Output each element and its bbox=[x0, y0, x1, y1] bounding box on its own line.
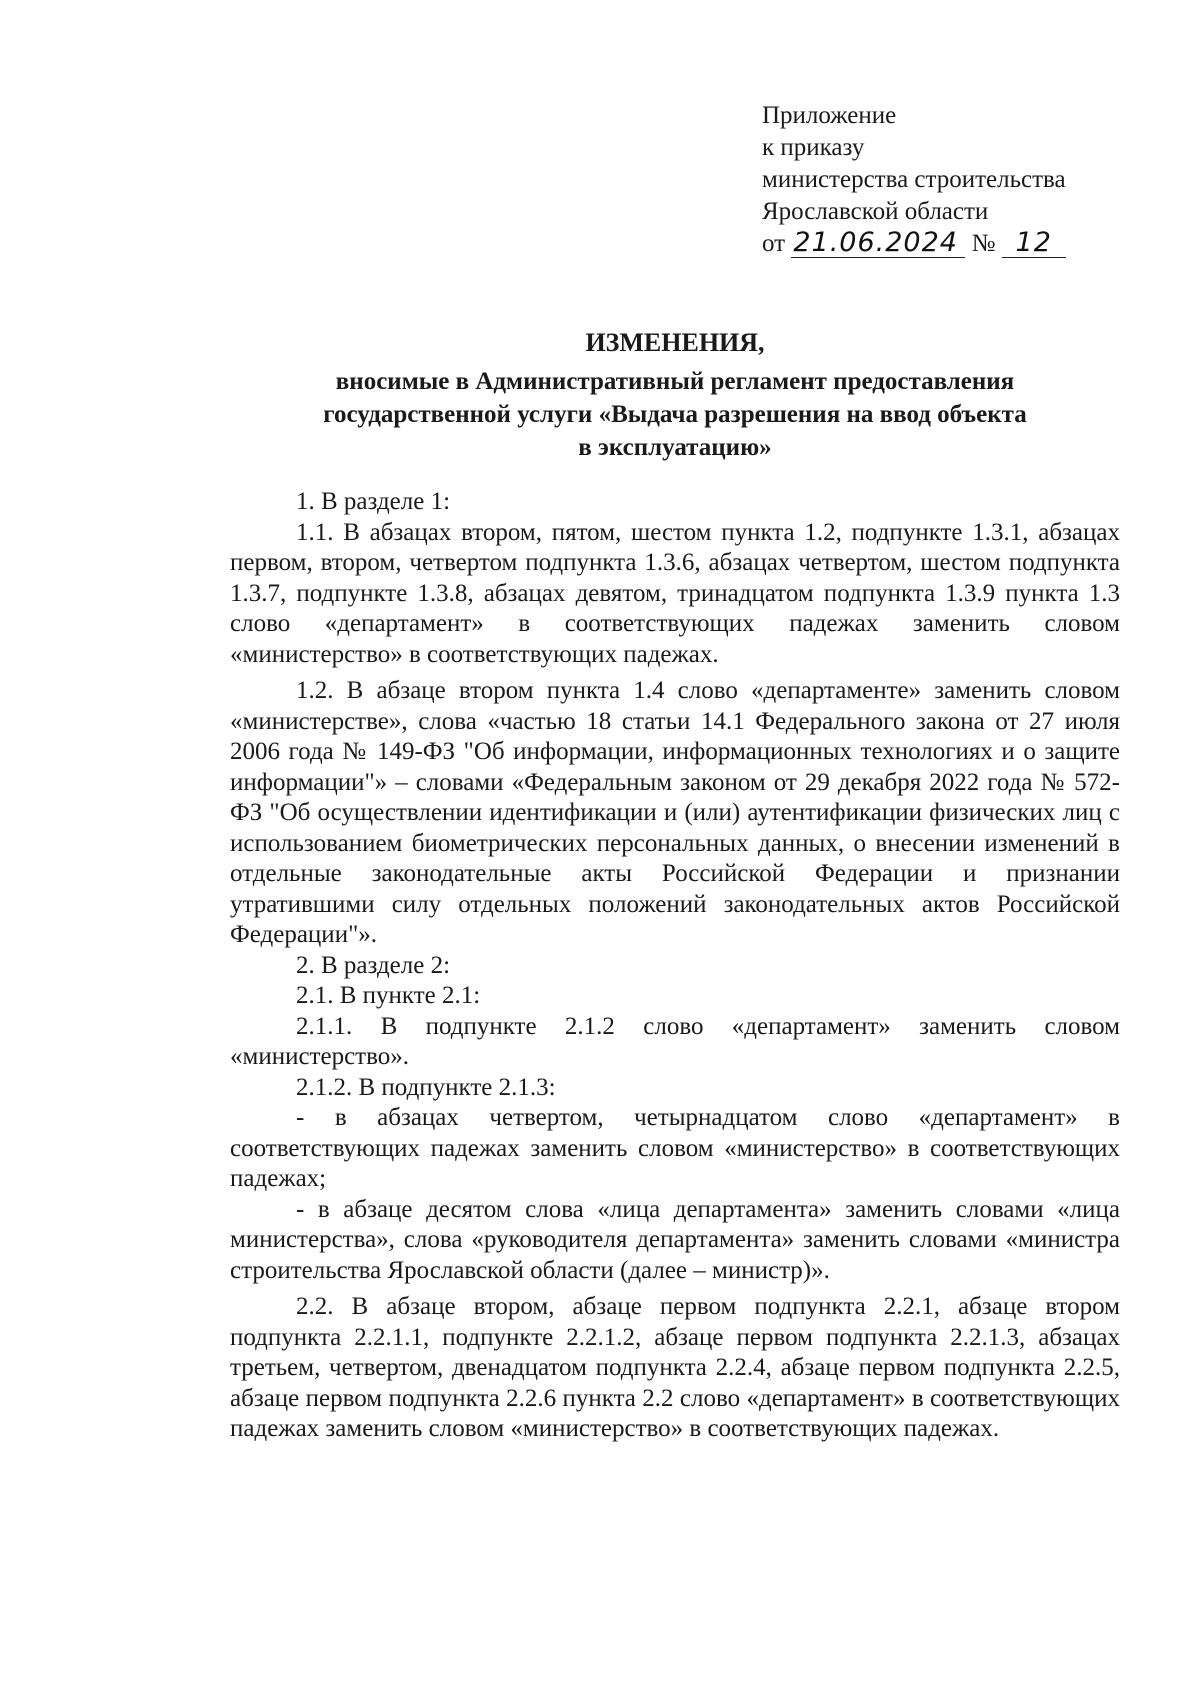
number-sign: № bbox=[971, 230, 996, 257]
paragraph: - в абзацах четвертом, четырнадцатом слово «департамент» в соответствующих падежах заменить словом «министерство» в соответствующих падежах; bbox=[230, 1104, 1120, 1192]
paragraph: 1.1. В абзацах втором, пятом, шестом пункта 1.2, подпункте 1.3.1, абзацах первом, втором, четвертом подпункта 1.3.6, абзацах четвертом, шестом подпункта 1.3.7, подпункте 1.3.8, абзацах девятом, тринадцатом подпункта 1.3.9 пункта 1.3 слово «департамент» в соответствующих падежах заменить словом «министерство» в соответствующих падежах. bbox=[230, 518, 1120, 668]
paragraph: 2.1. В пункте 2.1: bbox=[296, 982, 481, 1009]
paragraph: 2.1.1. В подпункте 2.1.2 слово «департамент» заменить словом «министерство». bbox=[230, 1012, 1120, 1070]
paragraph: - в абзаце десятом слова «лица департамента» заменить словами «лица министерства», слова «руководителя департамента» заменить словами «министра строительства Ярославской области (далее – министр)». bbox=[230, 1195, 1120, 1284]
title-subline: государственной услуги «Выдача разрешения на ввод объекта bbox=[323, 401, 1027, 428]
title-subline: вносимые в Административный регламент предоставления bbox=[335, 368, 1015, 395]
title-main: ИЗМЕНЕНИЯ, bbox=[585, 328, 765, 357]
appendix-line: к приказу bbox=[762, 134, 865, 161]
paragraph: 1.2. В абзаце втором пункта 1.4 слово «департаменте» заменить словом «министерстве», слова «частью 18 статьи 14.1 Федерального закона от 27 июля 2006 года № 149-ФЗ "Об информации, информационных технологиях и о защите информации"» – словами «Федеральным законом от 29 декабря 2022 года № 572-ФЗ "Об осуществлении идентификации и (или) аутентификации физических лиц с использованием биометрических персональных данных, о внесении изменений в отдельные законодательные акты Российской Федерации и признании утратившими силу отдельных положений законодательных актов Российской Федерации"». bbox=[230, 677, 1120, 948]
appendix-line: Приложение bbox=[762, 102, 897, 129]
paragraph: 1. В разделе 1: bbox=[296, 488, 451, 515]
order-date-line bbox=[762, 228, 1142, 260]
paragraph: 2.2. В абзаце втором, абзаце первом подпункта 2.2.1, абзаце втором подпункта 2.2.1.1, подпункте 2.2.1.2, абзаце первом подпункта 2.2.1.3, абзацах третьем, четвертом, двенадцатом подпункта 2.2.4, абзаце первом подпункта 2.2.5, абзаце первом подпункта 2.2.6 пункта 2.2 слово «департамент» в соответствующих падежах заменить словом «министерство» в соответствующих падежах. bbox=[230, 1293, 1120, 1442]
title-subline: в эксплуатацию» bbox=[578, 434, 772, 461]
handwritten-number: 12 bbox=[1002, 229, 1066, 258]
paragraph: 2. В разделе 2: bbox=[296, 951, 451, 979]
paragraph: 2.1.2. В подпункте 2.1.3: bbox=[296, 1073, 556, 1101]
appendix-line: Ярославской области bbox=[762, 198, 989, 225]
appendix-header bbox=[762, 100, 1142, 260]
date-prefix: от bbox=[762, 230, 786, 257]
document-title bbox=[230, 326, 1120, 464]
appendix-line: министерства строительства bbox=[762, 166, 1066, 193]
document-body bbox=[230, 487, 1120, 1445]
handwritten-date: 21.06.2024 bbox=[791, 229, 965, 258]
